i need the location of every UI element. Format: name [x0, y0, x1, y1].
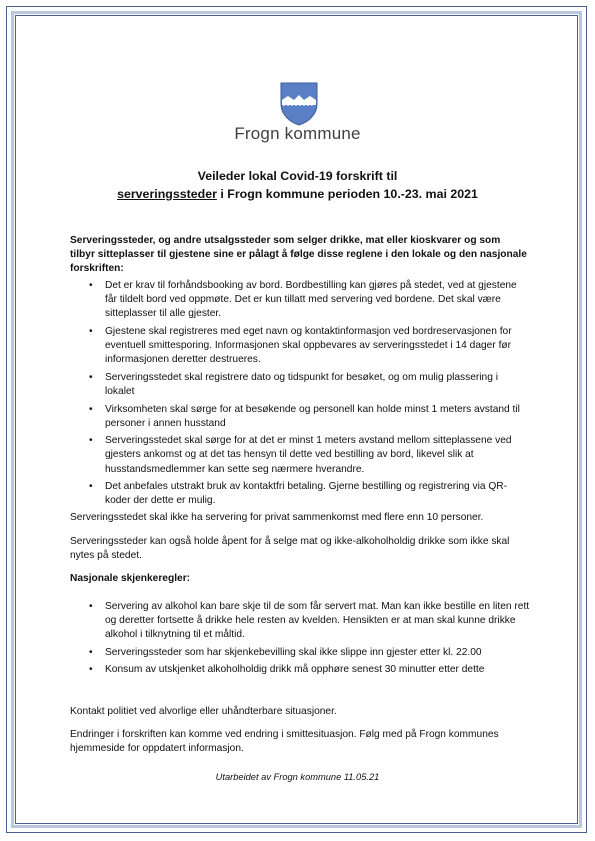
title-line-1: Veileder lokal Covid-19 forskrift til [197, 169, 398, 183]
document-title [0, 167, 595, 203]
contact-police-paragraph: Kontakt politiet ved alvorlige eller uhåndterbare situasjoner. [70, 706, 337, 717]
list-item-text: Servering av alkohol kan bare skje til de som får servert mat. Man kan ikke bestille en liten rett og deretter fortsette å drikke hele resten av kvelden. Hensikten er at man skal kunne drikke alkohol i tilknytning til et måltid. [105, 601, 530, 641]
title-line-2 [0, 185, 595, 203]
brand-name: Frogn kommune [234, 124, 361, 143]
list-item-text: Gjestene skal registreres med eget navn og kontaktinformasjon ved bordreservasjonen for eventuell smittesporing. Informasjonen skal oppbevares av serveringsstedet i 14 dager før informasjonen deretter destrueres. [105, 325, 512, 366]
title-underlined: serveringssteder [117, 187, 217, 201]
coat-of-arms-icon [280, 82, 318, 126]
rules-list [70, 279, 530, 512]
list-item-text: Serveringssteder som har skjenkebevilling skal ikke slippe inn gjester etter kl. 22.00 [105, 646, 482, 658]
list-item: • Det anbefales utstrakt bruk av kontaktfri betaling. Gjerne bestilling og registrering via QR-koder der dette er mulig. [89, 481, 508, 507]
intro-paragraph: Serveringssteder, og andre utsalgssteder som selger drikke, mat eller kioskvarer og som tilbyr sitteplasser til gjestene sine er pålagt å følge disse reglene i den lokale og den nasjonale forskriften: [70, 235, 527, 275]
list-item: • Serveringsstedet skal registrere dato og tidspunkt for besøket, og om mulig plassering i lokalet [89, 371, 498, 398]
changes-paragraph: Endringer i forskriften kan komme ved endring i smittesituasjon. Følg med på Frogn kommunes hjemmeside for oppdatert informasjon. [70, 729, 499, 755]
national-rules-heading: Nasjonale skjenkeregler: [70, 573, 191, 584]
list-item: • Servering av alkohol kan bare skje til de som får servert mat. Man kan ikke bestille en liten rett og deretter fortsette å drikke hele resten av kvelden. Hensikten er at man skal kunne drikke alkohol i tilknytning til et måltid. [89, 601, 530, 641]
national-rules-list [70, 600, 530, 681]
title-rest: i Frogn kommune perioden 10.-23. mai 2021 [216, 187, 478, 201]
list-item-text: Serveringsstedet skal sørge for at det er minst 1 meters avstand mellom sitteplassene ved gjesters ankomst og at det tas hensyn til dette ved bestilling av bord, likevel slik at husstandsmedlemmer kan sette seg nærmere hverandre. [105, 435, 512, 475]
footer-note: Utarbeidet av Frogn kommune 11.05.21 [215, 772, 380, 782]
list-item: • Konsum av utskjenket alkoholholdig drikk må opphøre senest 30 minutter etter dette [89, 664, 485, 676]
list-item-text: Virksomheten skal sørge for at besøkende og personell kan holde minst 1 meters avstand til personer i annen husstand [105, 403, 520, 429]
list-item-text: Serveringsstedet skal registrere dato og tidspunkt for besøket, og om mulig plassering i lokalet [105, 371, 498, 398]
list-item: • Det er krav til forhåndsbooking av bord. Bordbestilling kan gjøres på stedet, ved at gjestene får tildelt bord ved oppmøte. Det er kun tillatt med servering ved bordene. Det skal være sitteplasser til alle gjester. [89, 280, 517, 320]
list-item-text: Det er krav til forhåndsbooking av bord. Bordbestilling kan gjøres på stedet, ved at gjestene får tildelt bord ved oppmøte. Det er kun tillatt med servering ved bordene. Det skal være sitteplasser til alle gjester. [105, 280, 517, 320]
list-item: • Serveringssteder som har skjenkebevilling skal ikke slippe inn gjester etter kl. 22.00 [89, 646, 482, 658]
list-item: • Gjestene skal registreres med eget navn og kontaktinformasjon ved bordreservasjonen for eventuell smittesporing. Informasjonen skal oppbevares av serveringsstedet i 14 dager før informasjonen deretter destrueres. [89, 325, 512, 366]
private-gathering-paragraph: Serveringsstedet skal ikke ha servering for privat sammenkomst med flere enn 10 personer. [70, 512, 484, 523]
list-item: • Serveringsstedet skal sørge for at det er minst 1 meters avstand mellom sitteplassene ved gjesters ankomst og at det tas hensyn til dette ved bestilling av bord, likevel slik at husstandsmedlemmer kan sette seg nærmere hverandre. [89, 435, 512, 475]
list-item: • Virksomheten skal sørge for at besøkende og personell kan holde minst 1 meters avstand til personer i annen husstand [89, 403, 520, 429]
list-item-text: Det anbefales utstrakt bruk av kontaktfri betaling. Gjerne bestilling og registrering via QR-koder der dette er mulig. [105, 481, 508, 507]
list-item-text: Konsum av utskjenket alkoholholdig drikk må opphøre senest 30 minutter etter dette [105, 664, 485, 676]
open-for-takeaway-paragraph: Serveringssteder kan også holde åpent for å selge mat og ikke-alkoholholdig drikke som ikke skal nytes på stedet. [70, 536, 510, 562]
